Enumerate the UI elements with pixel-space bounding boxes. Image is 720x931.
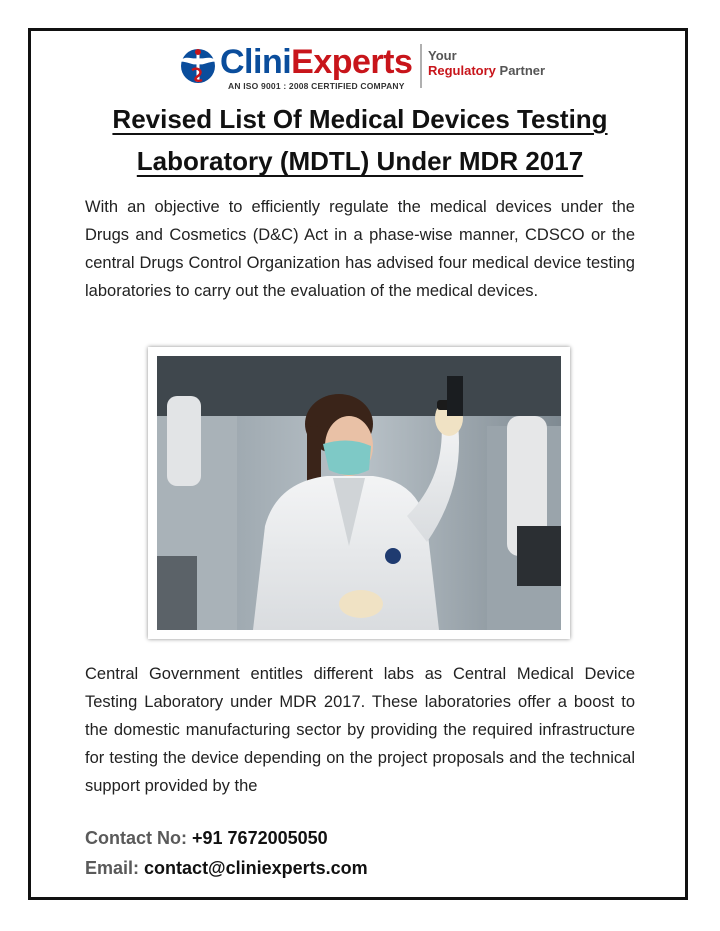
email-label: Email: <box>85 858 140 878</box>
contact-phone <box>85 828 328 849</box>
body-paragraph: Central Government entitles different labs as Central Medical Device Testing Laboratory under MDR 2017. These laboratories offer a boost to the domestic manufacturing sector by providing the required infrastructure for testing the device depending on the project proposals and the technical support provided by the <box>85 665 635 795</box>
logo-iso-certification: AN ISO 9001 : 2008 CERTIFIED COMPANY <box>228 81 405 91</box>
caduceus-icon <box>176 44 220 88</box>
logo-divider <box>420 44 422 88</box>
phone-label: Contact No: <box>85 828 187 848</box>
cliniexperts-logo[interactable] <box>176 42 556 96</box>
email-link[interactable]: contact@cliniexperts.com <box>144 858 368 878</box>
phone-number-link[interactable]: +91 7672005050 <box>192 828 328 848</box>
contact-email <box>85 858 368 879</box>
document-title: Revised List Of Medical Devices Testing Laboratory (MDTL) Under MDR 2017 <box>112 104 608 176</box>
lab-scientist-photo <box>157 356 561 630</box>
intro-paragraph: With an objective to efficiently regulate the medical devices under the Drugs and Cosmetics (D&C) Act in a phase-wise manner, CDSCO or the central Drugs Control Organization has advised four medical device testing laboratories to carry out the evaluation of the medical devices. <box>85 198 635 300</box>
lab-photo-frame <box>148 347 570 639</box>
logo-tagline: Your Regulatory Partner <box>428 48 546 78</box>
logo-wordmark: CliniExperts <box>220 43 413 81</box>
